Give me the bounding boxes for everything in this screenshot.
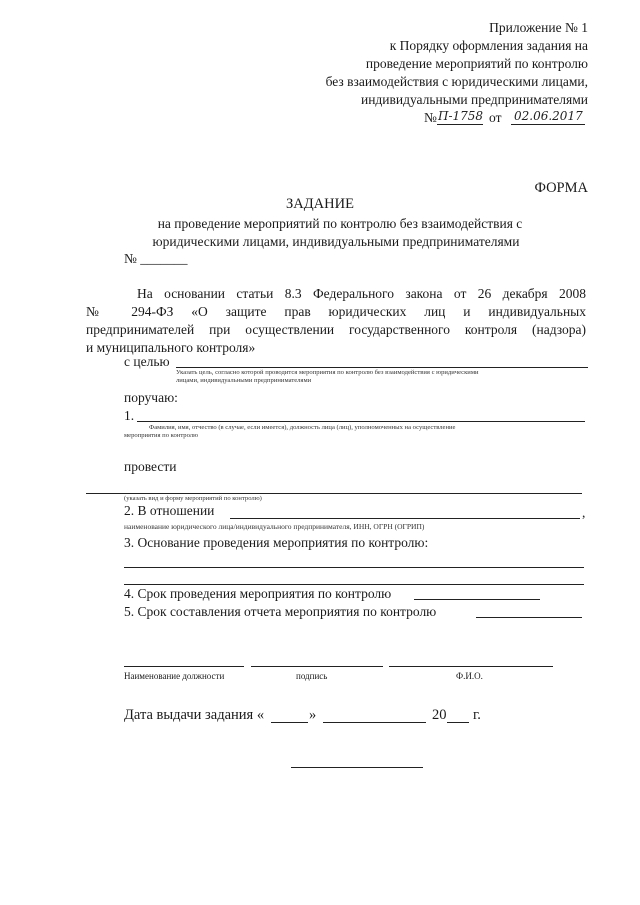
section-5-field-line[interactable] — [476, 617, 582, 618]
basis-line-1: На основании статьи 8.3 Федерального закона от 26 декабря 2008 — [137, 286, 586, 301]
appendix-line-3: проведение мероприятий по контролю — [365, 56, 588, 71]
section-3-field-line-2[interactable] — [124, 584, 584, 585]
title-subtitle-2: юридическими лицами, индивидуальными предпринимателями — [152, 234, 520, 249]
basis-line-4: и муниципального контроля» — [86, 340, 256, 355]
position-field-line[interactable] — [124, 666, 244, 667]
order-date-handwritten: 02.06.2017 — [514, 109, 583, 123]
signature-caption: подпись — [296, 671, 328, 681]
issue-date-label: Дата выдачи задания « — [124, 707, 265, 723]
issue-day-field[interactable] — [271, 722, 308, 723]
purpose-hint-1: Указать цель, согласно которой проводится мероприятия по контролю без взаимодействия с юридическими — [176, 369, 479, 376]
form-label: ФОРМА — [534, 180, 588, 196]
fio-caption: Ф.И.О. — [456, 671, 483, 681]
issue-month-field[interactable] — [323, 722, 426, 723]
order-date-prefix: от — [489, 110, 502, 125]
purpose-hint-2: лицами, индивидуальными предпринимателями — [176, 377, 312, 384]
assignee-hint-1: Фамилия, имя, отчество (в случае, если имеется), должность лица (лиц), уполномоченных на осуществление — [149, 424, 456, 431]
section-3-label: 3. Основание проведения мероприятия по контролю: — [124, 535, 429, 550]
assignee-hint-2: мероприятия по контролю — [124, 432, 199, 439]
bottom-divider-line — [291, 767, 423, 768]
appendix-number: Приложение № 1 — [489, 20, 588, 35]
document-title: ЗАДАНИЕ — [286, 196, 354, 212]
basis-line-2: № 294-ФЗ «О защите прав юридических лиц и индивидуальных — [86, 304, 586, 319]
section-2-field-line[interactable] — [230, 518, 580, 519]
issue-year-prefix: 20 — [432, 707, 447, 723]
appendix-line-2: к Порядку оформления задания на — [389, 38, 588, 53]
order-number-underline — [437, 124, 483, 125]
order-number-handwritten: П-1758 — [438, 109, 484, 123]
issue-year-field[interactable] — [447, 722, 469, 723]
position-caption: Наименование должности — [124, 671, 225, 681]
signature-field-line[interactable] — [251, 666, 383, 667]
appendix-line-4: без взаимодействия с юридическими лицами, — [325, 74, 588, 89]
conduct-field-line[interactable] — [86, 493, 582, 494]
section-2-label: 2. В отношении — [124, 503, 215, 518]
section-3-field-line-1[interactable] — [124, 567, 584, 568]
section-4-label: 4. Срок проведения мероприятия по контролю — [124, 586, 392, 601]
conduct-hint: (указать вид и форму мероприятий по контролю) — [124, 495, 262, 502]
conduct-label: провести — [124, 459, 177, 474]
purpose-field-line[interactable] — [176, 367, 588, 368]
assignee-field-line[interactable] — [137, 421, 585, 422]
order-number-prefix: № — [424, 110, 437, 125]
issue-date-quote-close: » — [309, 707, 317, 723]
appendix-line-5: индивидуальными предпринимателями — [360, 92, 588, 107]
basis-line-3: предпринимателей при осуществлении государственного контроля (надзора) — [86, 322, 586, 337]
task-number: № _______ — [124, 251, 188, 266]
issue-year-suffix: г. — [473, 707, 481, 723]
section-2-hint: наименование юридического лица/индивидуального предпринимателя, ИНН, ОГРН (ОГРИП) — [124, 522, 425, 531]
section-2-comma: , — [582, 505, 586, 520]
order-date-underline — [511, 124, 585, 125]
assign-item-number: 1. — [124, 408, 135, 423]
assign-label: поручаю: — [124, 390, 178, 405]
fio-field-line[interactable] — [389, 666, 553, 667]
section-4-field-line[interactable] — [414, 599, 540, 600]
title-subtitle-1: на проведение мероприятий по контролю без взаимодействия с — [157, 216, 523, 231]
section-5-label: 5. Срок составления отчета мероприятия по контролю — [124, 604, 437, 619]
purpose-label: с целью — [124, 354, 170, 369]
